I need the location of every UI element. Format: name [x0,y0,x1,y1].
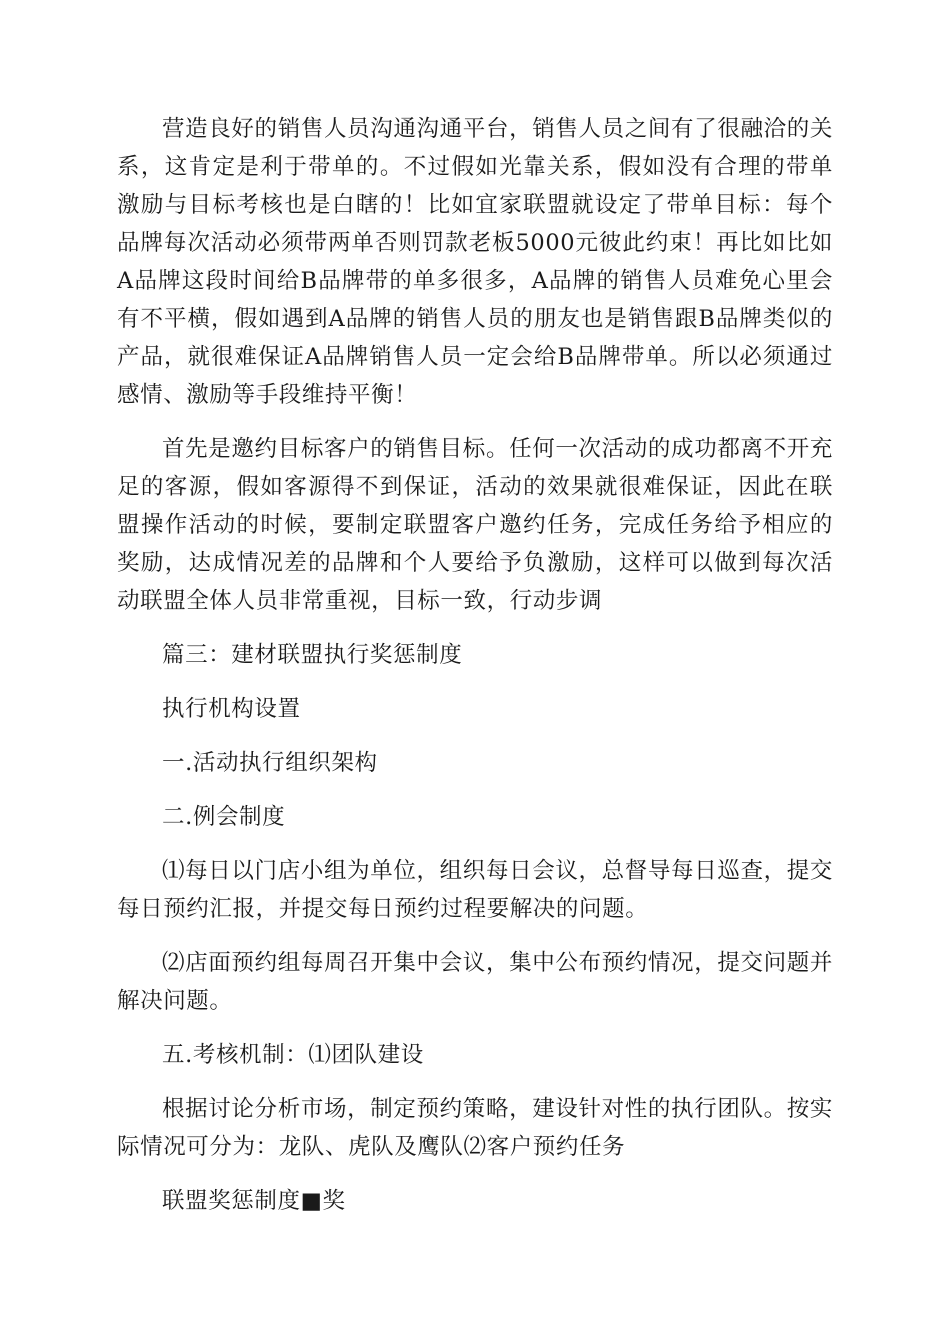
section-title-execution-setup: 执行机构设置 [162,696,301,722]
section-title-organization: 一.活动执行组织架构 [162,750,378,776]
paragraph-team-building: 根据讨论分析市场，制定预约策略，建设针对性的执行团队。按实际情况可分为：龙队、虎队及鹰队⑵客户预约任务 [117,1096,833,1160]
section-title-rewards: 联盟奖惩制度■奖 [162,1188,346,1214]
paragraph-invitation-target: 首先是邀约目标客户的销售目标。任何一次活动的成功都离不开充足的客源，假如客源得不到保证，活动的效果就很难保证，因此在联盟操作活动的时候，要制定联盟客户邀约任务，完成任务给予相应的奖励，达成情况差的品牌和个人要给予负激励，这样可以做到每次活动联盟全体人员非常重视，目标一致，行动步调 [117,436,833,614]
section-title-chapter-three: 篇三：建材联盟执行奖惩制度 [162,642,463,668]
paragraph-brand-relations: 营造良好的销售人员沟通沟通平台，销售人员之间有了很融洽的关系，这肯定是利于带单的。不过假如光靠关系，假如没有合理的带单激励与目标考核也是白瞎的！比如宜家联盟就设定了带单目标：每个品牌每次活动必须带两单否则罚款老板5000元彼此约束！再比如比如A品牌这段时间给B品牌带的单多很多，A品牌的销售人员难免心里会有不平横，假如遇到A品牌的销售人员的朋友也是销售跟B品牌类似的产品，就很难保证A品牌销售人员一定会给B品牌带单。所以必须通过感情、激励等手段维持平衡！ [117,116,833,408]
section-title-meeting-system: 二.例会制度 [162,804,286,830]
document-body [117,110,833,1236]
list-item-daily-meeting: ⑴每日以门店小组为单位，组织每日会议，总督导每日巡查，提交每日预约汇报，并提交每日预约过程要解决的问题。 [117,858,833,922]
list-item-weekly-meeting: ⑵店面预约组每周召开集中会议，集中公布预约情况，提交问题并解决问题。 [117,950,833,1014]
section-title-assessment: 五.考核机制：⑴团队建设 [162,1042,424,1068]
